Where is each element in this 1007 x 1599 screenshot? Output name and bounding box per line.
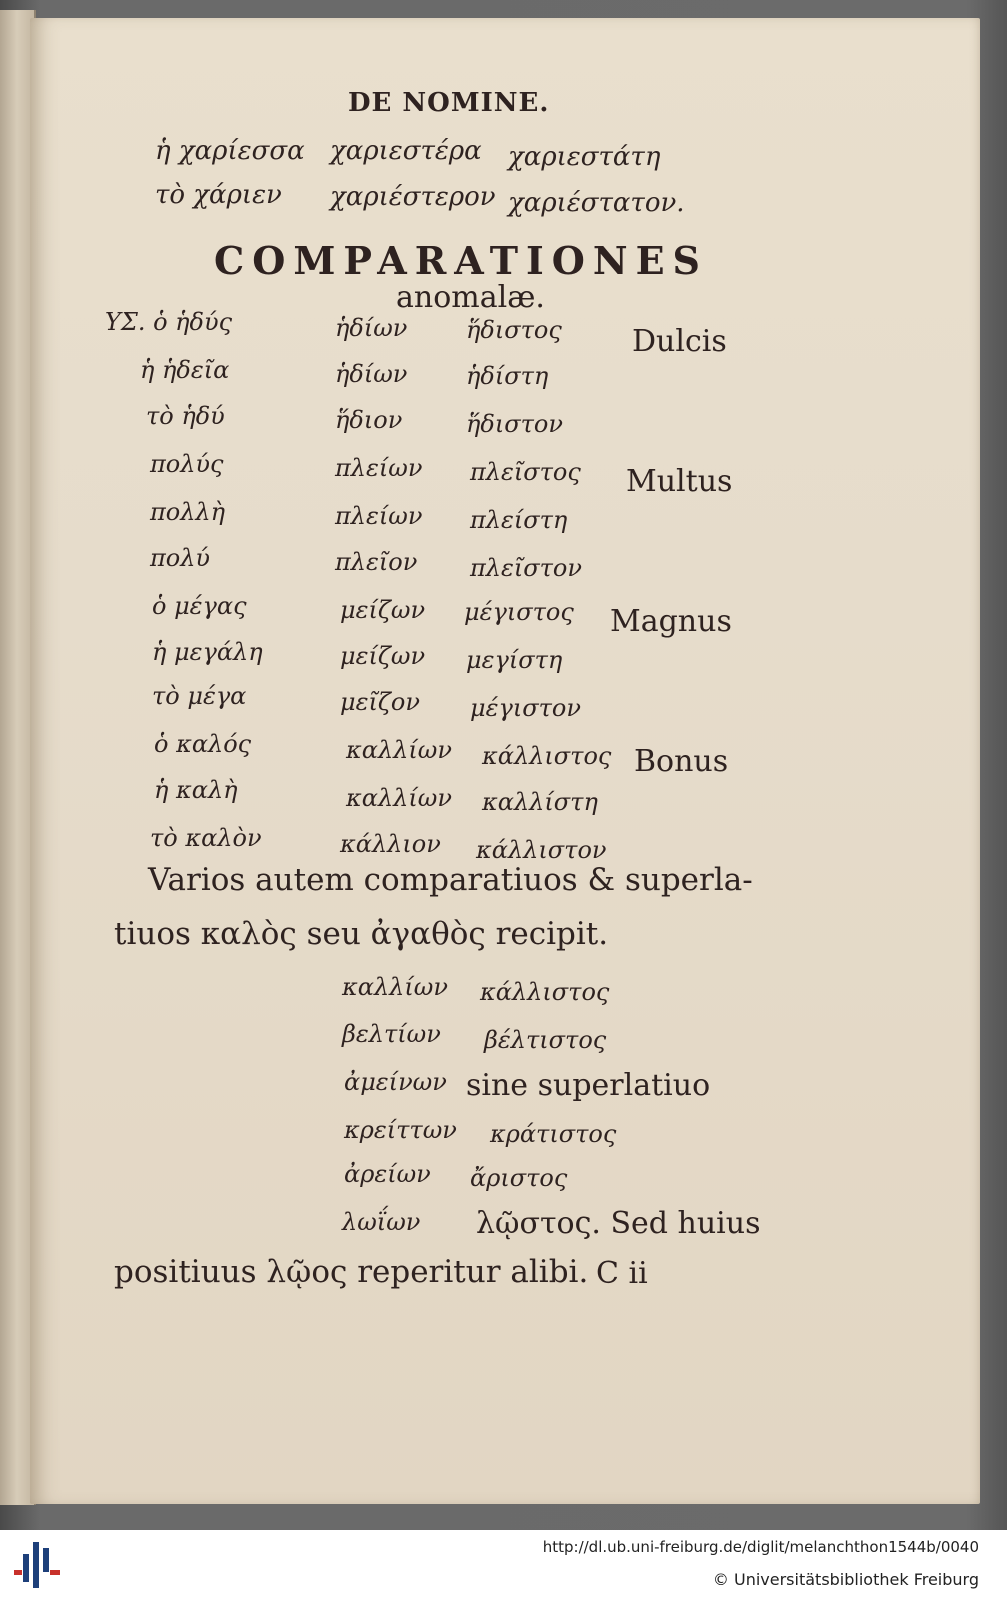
- row-11-superlative: καλλίστη: [482, 788, 598, 816]
- comparative-1: καλλίων: [342, 973, 448, 1001]
- row-6-superlative: πλεῖστον: [470, 554, 582, 582]
- superlative-4: κράτιστος: [490, 1120, 617, 1148]
- superlative-5: ἄριστος: [470, 1164, 568, 1192]
- row-7-superlative: μέγιστος: [464, 598, 574, 626]
- greek-intro-1-col3: χαριεστάτη: [508, 142, 661, 172]
- comparative-4: κρείττων: [344, 1116, 457, 1144]
- row-5-superlative: πλείστη: [470, 506, 568, 534]
- comparative-5: ἀρείων: [344, 1160, 431, 1188]
- comparative-3: ἀμείνων: [344, 1068, 447, 1096]
- row-4-superlative: πλεῖστος: [470, 458, 581, 486]
- row-2-superlative: ἡδίστη: [466, 362, 549, 390]
- row-11-comparative: καλλίων: [346, 784, 452, 812]
- row-2-positive: ἡ ἡδεῖα: [140, 356, 230, 384]
- row-6-comparative: πλεῖον: [335, 548, 418, 576]
- copyright-text: © Universitätsbibliothek Freiburg: [712, 1570, 979, 1589]
- row-4-positive: πολύς: [150, 450, 224, 478]
- document-url-link[interactable]: http://dl.ub.uni-freiburg.de/diglit/melanchthon1544b/0040: [542, 1538, 979, 1556]
- row-10-latin: Bonus: [634, 744, 729, 779]
- greek-intro-1-col1: ἡ χαρίεσσα: [155, 136, 305, 166]
- row-12-positive: τὸ καλὸν: [150, 824, 262, 852]
- row-7-comparative: μείζων: [340, 596, 426, 624]
- row-3-comparative: ἥδιον: [335, 406, 403, 434]
- row-2-comparative: ἡδίων: [335, 360, 408, 388]
- row-11-positive: ἡ καλὴ: [154, 776, 238, 804]
- row-1-superlative: ἥδιστος: [466, 316, 562, 344]
- superlative-1: κάλλιστος: [480, 978, 610, 1006]
- row-7-positive: ὁ μέγας: [152, 592, 247, 620]
- greek-intro-1-col2: χαριεστέρα: [330, 136, 482, 166]
- row-7-latin: Magnus: [610, 604, 732, 639]
- row-9-comparative: μεῖζον: [340, 688, 420, 716]
- section-subtitle: anomalæ.: [396, 280, 545, 315]
- row-10-comparative: καλλίων: [346, 736, 452, 764]
- paragraph-line-1: Varios autem comparatiuos & superla-: [148, 862, 753, 898]
- row-8-positive: ἡ μεγάλη: [152, 638, 263, 666]
- row-8-superlative: μεγίστη: [466, 646, 563, 674]
- row-10-positive: ὁ καλός: [154, 730, 252, 758]
- row-9-positive: τὸ μέγα: [152, 682, 247, 710]
- row-9-superlative: μέγιστον: [470, 694, 581, 722]
- library-logo-icon: [14, 1540, 62, 1590]
- row-5-positive: πολλὴ: [150, 498, 226, 526]
- row-1-positive: ΥΣ. ὁ ἡδύς: [105, 308, 233, 336]
- book-page: [30, 18, 980, 1504]
- row-8-comparative: μείζων: [340, 642, 426, 670]
- row-1-comparative: ἡδίων: [335, 314, 408, 342]
- comparative-6: λωΐων: [342, 1208, 421, 1236]
- greek-intro-2-col2: χαριέστερον: [330, 182, 496, 212]
- row-3-superlative: ἥδιστον: [466, 410, 563, 438]
- signature-mark: C ii: [596, 1256, 648, 1291]
- viewer-footer: [0, 1530, 1007, 1599]
- row-12-comparative: κάλλιον: [340, 830, 441, 858]
- greek-intro-2-col3: χαριέστατον.: [508, 188, 685, 218]
- running-header: DE NOMINE.: [348, 88, 550, 118]
- row-12-superlative: κάλλιστον: [476, 836, 607, 864]
- row-3-positive: τὸ ἡδύ: [146, 402, 225, 430]
- superlative-6: λῷστος. Sed huius: [476, 1206, 761, 1241]
- superlative-3: sine superlatiuo: [466, 1068, 711, 1103]
- greek-intro-2-col1: τὸ χάριεν: [155, 180, 282, 210]
- section-title: COMPARATIONES: [214, 238, 708, 283]
- row-4-latin: Multus: [626, 464, 733, 499]
- row-1-latin: Dulcis: [632, 324, 727, 359]
- paragraph-line-2: tiuos καλὸς seu ἀγαθὸς recipit.: [114, 916, 609, 952]
- last-line: positiuus λῷος reperitur alibi.: [114, 1254, 589, 1290]
- superlative-2: βέλτιστος: [484, 1026, 607, 1054]
- row-5-comparative: πλείων: [335, 502, 423, 530]
- row-6-positive: πολύ: [150, 544, 211, 572]
- comparative-2: βελτίων: [342, 1020, 441, 1048]
- row-10-superlative: κάλλιστος: [482, 742, 612, 770]
- row-4-comparative: πλείων: [335, 454, 423, 482]
